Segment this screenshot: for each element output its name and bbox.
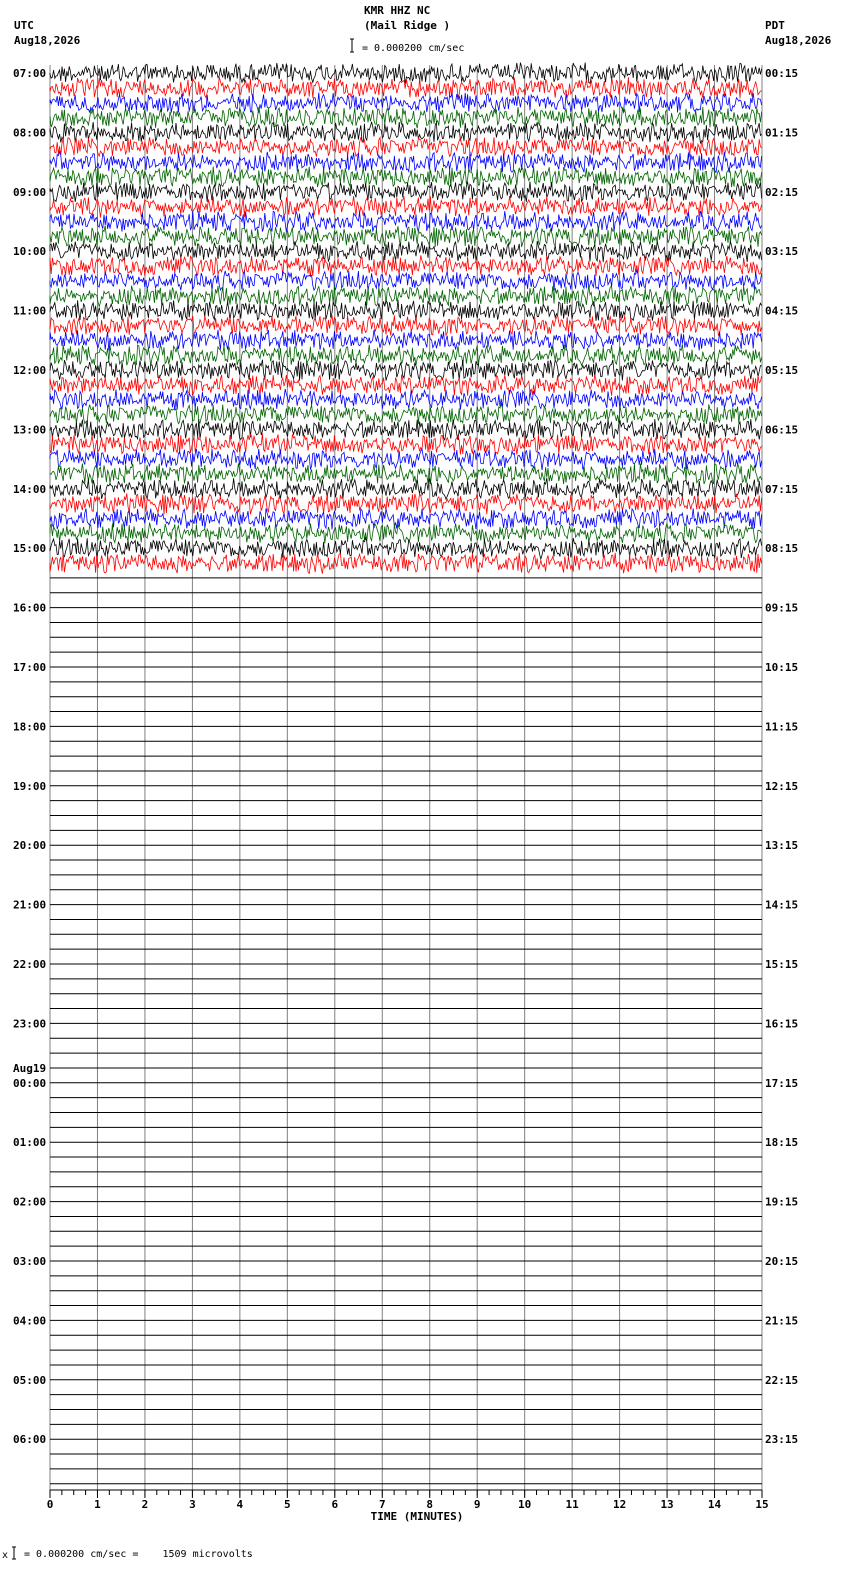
left-hour-label: 04:00	[13, 1314, 47, 1328]
right-hour-label: 01:15	[765, 126, 799, 140]
right-hour-label: 11:15	[765, 720, 799, 734]
right-hour-label: 15:15	[765, 958, 799, 971]
right-hour-label: 12:15	[765, 779, 799, 793]
footer-marker: x	[2, 1550, 9, 1561]
seismic-trace	[50, 493, 762, 514]
x-tick-label: 10	[518, 1498, 532, 1511]
x-tick-label: 6	[331, 1498, 339, 1511]
seismic-trace	[50, 270, 762, 291]
left-hour-label: 18:00	[13, 720, 47, 734]
left-hour-label: 13:00	[13, 423, 47, 437]
left-hour-label: 03:00	[13, 1255, 47, 1268]
left-hour-label: 02:00	[13, 1195, 47, 1209]
left-hour-label: 22:00	[13, 958, 47, 971]
seismic-trace	[50, 93, 762, 113]
right-hour-label: 07:15	[765, 482, 799, 496]
seismic-trace	[50, 122, 762, 143]
left-hour-label: 21:00	[13, 898, 47, 912]
left-timezone: UTC	[14, 19, 34, 32]
seismic-trace	[50, 211, 762, 232]
right-hour-label: 14:15	[765, 898, 799, 912]
seismic-trace	[50, 166, 762, 187]
seismic-trace	[50, 63, 762, 84]
site-name: (Mail Ridge )	[364, 19, 451, 32]
footer-scale-label: = 0.000200 cm/sec = 1509 microvolts	[24, 1549, 253, 1560]
seismic-trace	[50, 300, 762, 321]
left-date: Aug18,2026	[14, 34, 81, 47]
x-tick-label: 15	[755, 1498, 769, 1511]
left-hour-label: 00:00	[13, 1076, 47, 1090]
seismic-trace	[50, 285, 762, 306]
seismic-traces	[50, 63, 762, 574]
x-tick-label: 5	[284, 1498, 291, 1511]
right-hour-label: 19:15	[765, 1195, 799, 1209]
right-hour-label: 02:15	[765, 185, 799, 199]
right-hour-label: 06:15	[765, 423, 799, 437]
seismic-trace	[50, 330, 762, 351]
trace-rows	[50, 578, 762, 1484]
seismic-trace	[50, 360, 762, 381]
left-hour-label: 12:00	[13, 364, 47, 377]
seismic-trace	[50, 226, 762, 248]
right-hour-label: 00:15	[765, 67, 799, 80]
x-tick-label: 9	[473, 1498, 481, 1511]
seismic-trace	[50, 419, 762, 440]
x-tick-label: 8	[426, 1498, 434, 1511]
left-hour-label: 15:00	[13, 542, 47, 556]
right-hour-label: 21:15	[765, 1314, 799, 1328]
seismic-trace	[50, 137, 762, 157]
station-title: KMR HHZ NC	[364, 4, 431, 17]
seismic-trace	[50, 315, 762, 336]
x-tick-label: 13	[660, 1498, 674, 1511]
x-tick-label: 14	[707, 1498, 722, 1511]
left-hour-label: 08:00	[13, 126, 47, 140]
seismic-trace	[50, 389, 762, 410]
left-hour-label: 16:00	[13, 601, 47, 615]
seismic-trace	[50, 375, 762, 396]
left-hour-label: 11:00	[13, 304, 47, 318]
left-hour-label: 10:00	[13, 245, 47, 259]
seismic-trace	[50, 241, 762, 262]
left-hour-label: 14:00	[13, 482, 47, 496]
right-hour-label: 20:15	[765, 1255, 799, 1268]
x-tick-label: 2	[141, 1498, 149, 1511]
right-hour-label: 09:15	[765, 601, 799, 615]
x-tick-label: 12	[612, 1498, 627, 1511]
seismic-trace	[50, 463, 762, 484]
right-hour-label: 13:15	[765, 839, 799, 853]
date-change-label: Aug19	[13, 1061, 47, 1075]
x-tick-label: 7	[378, 1498, 386, 1511]
right-hour-label: 18:15	[765, 1136, 799, 1150]
right-timezone: PDT	[765, 19, 785, 32]
right-hour-label: 23:15	[765, 1433, 799, 1447]
left-hour-label: 01:00	[13, 1136, 47, 1150]
seismic-trace	[50, 196, 762, 218]
x-tick-label: 4	[236, 1498, 244, 1511]
seismic-trace	[50, 508, 762, 529]
left-hour-label: 19:00	[13, 779, 47, 793]
seismic-trace	[50, 152, 762, 174]
right-hour-label: 22:15	[765, 1373, 799, 1387]
x-axis-label: TIME (MINUTES)	[370, 1510, 464, 1523]
scale-label: = 0.000200 cm/sec	[362, 43, 465, 54]
right-hour-label: 10:15	[765, 661, 799, 674]
right-date: Aug18,2026	[765, 34, 832, 47]
left-hour-label: 05:00	[13, 1373, 47, 1387]
right-hour-label: 08:15	[765, 542, 799, 556]
left-hour-label: 20:00	[13, 839, 47, 853]
x-tick-label: 1	[94, 1498, 101, 1511]
left-hour-label: 17:00	[13, 661, 47, 674]
left-hour-label: 23:00	[13, 1017, 47, 1031]
left-hour-label: 07:00	[13, 67, 47, 80]
left-hour-label: 09:00	[13, 185, 47, 199]
x-tick-label: 3	[189, 1498, 196, 1511]
right-hour-label: 17:15	[765, 1076, 799, 1090]
x-tick-label: 0	[46, 1498, 54, 1511]
right-hour-label: 16:15	[765, 1017, 799, 1031]
right-hour-label: 03:15	[765, 245, 799, 259]
right-hour-label: 04:15	[765, 304, 799, 318]
left-hour-label: 06:00	[13, 1433, 47, 1447]
seismic-trace	[50, 478, 762, 499]
x-axis	[47, 1490, 769, 1523]
right-hour-label: 05:15	[765, 364, 799, 377]
x-tick-label: 11	[565, 1498, 579, 1511]
